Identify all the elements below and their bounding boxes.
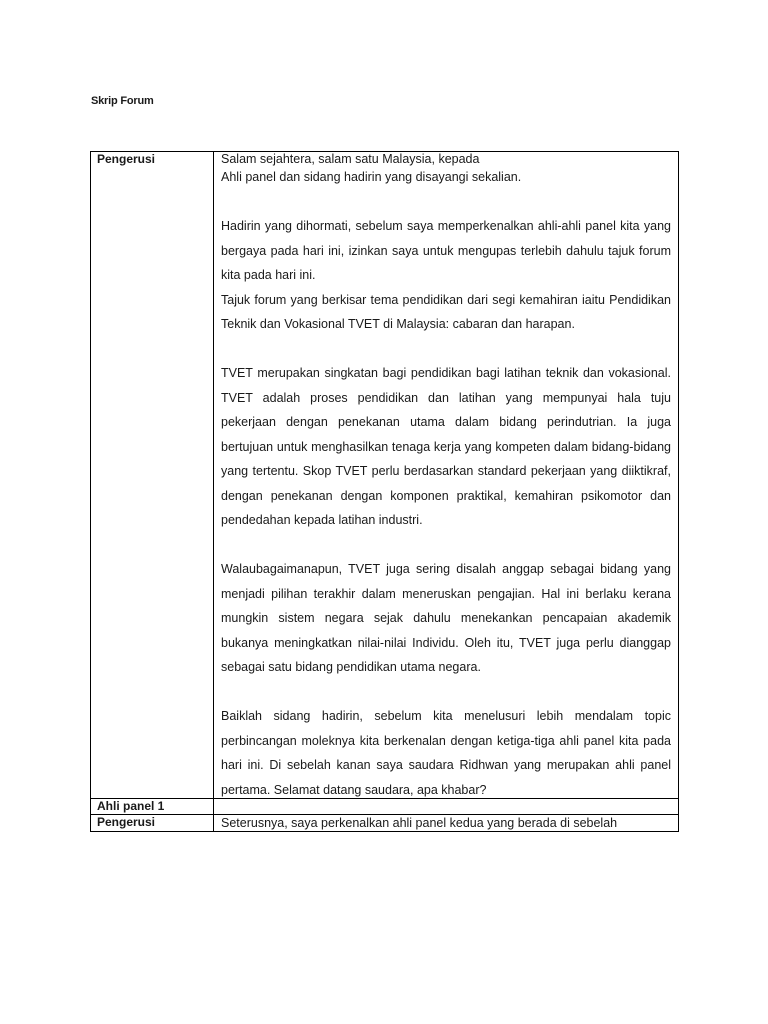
speaker-label: Pengerusi [97,152,156,166]
table-row [91,152,679,799]
table-row [91,815,679,832]
speech-line: Salam sejahtera, salam satu Malaysia, kepada [221,152,480,166]
speech-text: Seterusnya, saya perkenalkan ahli panel kedua yang berada di sebelah [221,816,618,830]
speaker-cell [91,152,214,799]
paragraph-gap [221,337,671,362]
speech-paragraph: Walaubagaimanapun, TVET juga sering disalah anggap sebagai bidang yang menjadi pilihan terakhir dalam meneruskan pengajian. Hal ini berlaku kerana mungkin sistem negara sejak dahulu menekankan pencapaian akademik bukanya meningkatkan nilai-nilai Individu. Oleh itu, TVET juga perlu dianggap sebagai satu bidang pendidikan utama negara. [221,562,671,674]
forum-script-table [90,151,679,832]
speaker-cell [91,815,214,832]
speech-paragraph: Ahli panel dan sidang hadirin yang disayangi sekalian. [221,170,522,184]
speech-cell [214,815,679,832]
speaker-label: Pengerusi [97,815,156,829]
speaker-label: Ahli panel 1 [97,799,165,813]
speech-paragraph: Baiklah sidang hadirin, sebelum kita menelusuri lebih mendalam topic perbincangan moleknya kita berkenalan dengan ketiga-tiga ahli panel kita pada hari ini. Di sebelah kanan saya saudara Ridhwan yang merupakan ahli panel pertama. Selamat datang saudara, apa khabar? [221,709,671,797]
paragraph-gap [221,680,671,705]
speech-paragraph: Hadirin yang dihormati, sebelum saya memperkenalkan ahli-ahli panel kita yang bergaya pada hari ini, izinkan saya untuk mengupas terlebih dahulu tajuk forum kita pada hari ini. [221,219,671,282]
speech-paragraph: Tajuk forum yang berkisar tema pendidikan dari segi kemahiran iaitu Pendidikan Teknik dan Vokasional TVET di Malaysia: cabaran dan harapan. [221,292,671,331]
speech-paragraph: TVET merupakan singkatan bagi pendidikan bagi latihan teknik dan vokasional. TVET adalah proses pendidikan dan latihan yang mempunyai hala tuju pekerjaan dengan penekanan utama dalam bidang perindutrian. Ia juga bertujuan untuk menghasilkan tenaga kerja yang kompeten dalam bidang-bidang yang tertentu. Skop TVET perlu berdasarkan standard pekerjaan yang diiktikraf, dengan penekanan dengan komponen praktikal, kemahiran psikomotor dan pendedahan kepada latihan industri. [221,366,671,527]
paragraph-gap [221,533,671,558]
document-title: Skrip Forum [91,95,154,107]
speech-cell [214,152,679,799]
speaker-cell [91,799,214,815]
paragraph-gap [221,190,671,215]
